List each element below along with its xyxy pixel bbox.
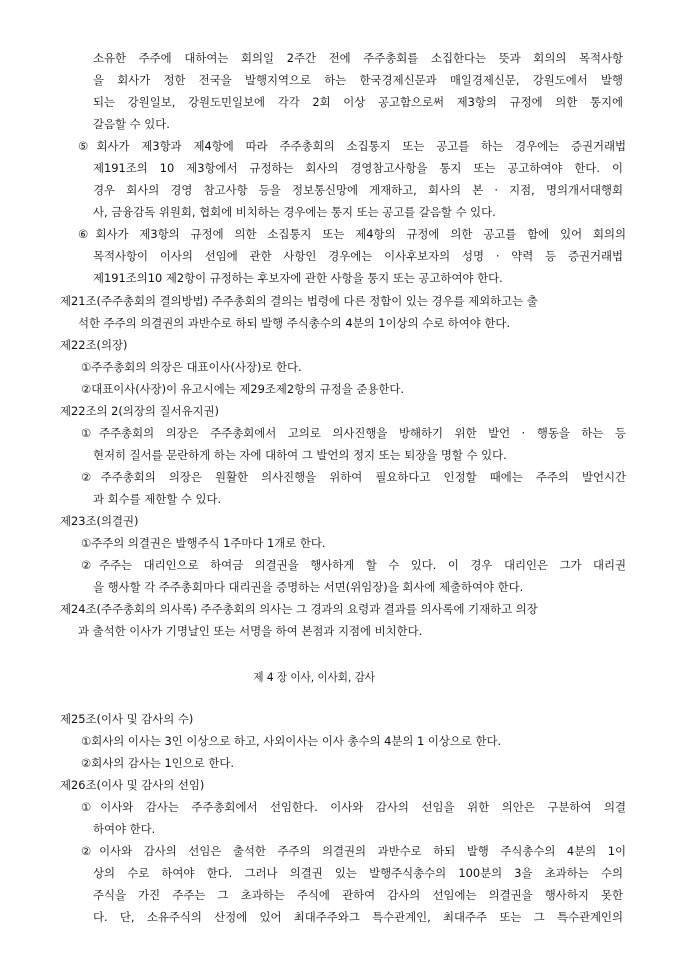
text-line: 상의 수로 하여야 한다. 그러나 의결권 있는 발행주식총수의 100분의 3을 초과하는 수의 (93, 866, 623, 880)
paragraph-item: ①이사와 감사는 주주총회에서 선임한다. 이사와 감사의 선임을 위한 의안은 구분하여 의결 (81, 800, 626, 814)
paragraph-item: ②이사와 감사의 선임은 출석한 주주의 의결권의 과반수로 하되 발행 주식총수의 4분의 1이 (81, 844, 626, 858)
text-line: 소유한 주주에 대하여는 회의일 2주간 전에 주주총회를 소집한다는 뜻과 회의의 목적사항 (93, 51, 623, 65)
paragraph-item: ①주주의 의결권은 발행주식 1주마다 1개로 한다. (81, 536, 326, 550)
text-line: 을 회사가 정한 전국을 발행지역으로 하는 한국경제신문과 매일경제신문, 강원도에서 발행 (93, 73, 623, 87)
article-21-heading: 제21조(주주총회의 결의방법) 주주총회의 결의는 법령에 다른 정함이 있는 경우를 제외하고는 출 (60, 294, 538, 308)
paragraph-item: ①주주총회의 의장은 대표이사(사장)로 한다. (81, 360, 302, 374)
text-line: 제191조의10 제2항이 규정하는 후보자에 관한 사항을 통지 또는 공고하여야 한다. (93, 271, 503, 285)
text-line: 사, 금융감독 위원회, 협회에 비치하는 경우에는 통지 또는 공고를 갈음할 수 있다. (93, 205, 496, 219)
text-line: 되는 강원일보, 강원도민일보에 각각 2회 이상 공고함으로써 제3항의 규정에 의한 통지에 (93, 95, 623, 109)
text-line: 경우 회사의 경영 참고사항 등을 정보통신망에 게재하고, 회사의 본 · 지점, 명의개서대행회 (93, 183, 623, 197)
paragraph-item: ②주주는 대리인으로 하여금 의결권을 행사하게 할 수 있다. 이 경우 대리인은 그가 대리권 (81, 558, 626, 572)
text-line: 을 행사할 각 주주총회마다 대리권을 증명하는 서면(위임장)을 회사에 제출하여야 한다. (93, 580, 524, 594)
text-line: 주식을 가진 주주는 그 초과하는 주식에 관하여 감사의 선임에는 의결권을 행사하지 못한 (93, 888, 623, 902)
paragraph-item-6: ⑥회사가 제3항의 규정에 의한 소집통지 또는 제4항의 규정에 의한 공고를 함에 있어 회의의 (78, 227, 626, 241)
paragraph-item-5: ⑤회사가 제3항과 제4항에 따라 주주총회의 소집통지 또는 공고를 하는 경우에는 증권거래법 (78, 139, 626, 153)
paragraph-item: ②회사의 감사는 1인으로 한다. (81, 756, 234, 770)
article-23-heading: 제23조(의결권) (60, 514, 139, 528)
text-line: 과 회수를 제한할 수 있다. (93, 492, 222, 506)
paragraph-item: ②주주총회의 의장은 원활한 의사진행을 위하여 필요하다고 인정할 때에는 주주의 발언시간 (81, 470, 626, 484)
text-line: 갈음할 수 있다. (93, 117, 170, 131)
paragraph-item: ②대표이사(사장)이 유고시에는 제29조제2항의 규정을 준용한다. (81, 382, 405, 396)
text-line: 현저히 질서를 문란하게 하는 자에 대하여 그 발언의 정지 또는 퇴장을 명할 수 있다. (93, 448, 507, 462)
paragraph-item: ①주주총회의 의장은 주주총회에서 고의로 의사진행을 방해하기 위한 발언 · 행동을 하는 등 (81, 426, 626, 440)
text-line: 제191조의 10 제3항에서 규정하는 회사의 경영참고사항을 통지 또는 공고하여야 한다. 이 (93, 161, 623, 175)
paragraph-item: ①회사의 이사는 3인 이상으로 하고, 사외이사는 이사 총수의 4분의 1 이상으로 한다. (81, 734, 502, 748)
text-line: 목적사항이 이사의 선임에 관한 사항인 경우에는 이사후보자의 성명 · 약력 등 증권거래법 (93, 249, 623, 263)
article-22-2-heading: 제22조의 2(의장의 질서유지권) (60, 404, 219, 418)
article-26-heading: 제26조(이사 및 감사의 선임) (60, 778, 205, 792)
text-line: 석한 주주의 의결권의 과반수로 하되 발행 주식총수의 4분의 1이상의 수로 하여야 한다. (78, 316, 511, 330)
article-24-heading: 제24조(주주총회의 의사록) 주주총회의 의사는 그 경과의 요령과 결과를 의사록에 기재하고 의장 (60, 602, 538, 616)
article-22-heading: 제22조(의장) (60, 338, 128, 352)
article-25-heading: 제25조(이사 및 감사의 수) (60, 712, 194, 726)
text-line: 다. 단, 소유주식의 산정에 있어 최대주주와그 특수관계인, 최대주주 또는 그 특수관계인의 (93, 910, 623, 924)
chapter-heading: 제 4 장 이사, 이사회, 감사 (253, 670, 375, 684)
text-line: 하여야 한다. (93, 822, 156, 836)
text-line: 과 출석한 이사가 기명날인 또는 서명을 하여 본점과 지점에 비치한다. (78, 624, 423, 638)
